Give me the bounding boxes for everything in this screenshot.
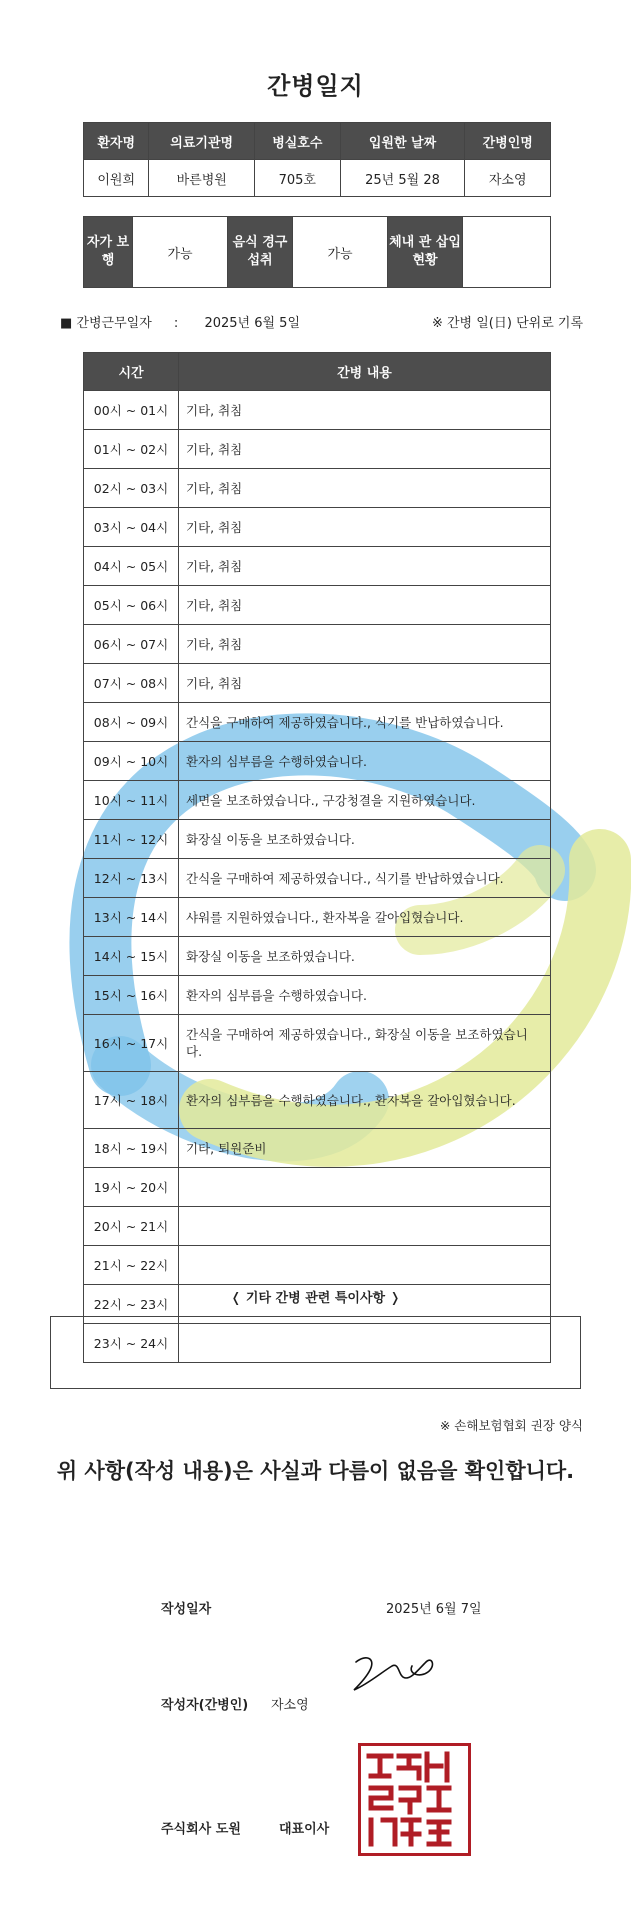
schedule-time: 04시 ~ 05시 [84,547,179,586]
schedule-row [84,1207,551,1246]
schedule-row [84,859,551,898]
schedule-row [84,1072,551,1129]
schedule-row [84,547,551,586]
schedule-time: 07시 ~ 08시 [84,664,179,703]
company-label: 주식회사 도원 [161,1822,241,1837]
catheter-label: 체내 관 삽입 현황 [388,217,463,288]
schedule-content: 기타, 취침 [179,469,551,508]
schedule-row [84,391,551,430]
schedule-content: 환자의 심부름을 수행하였습니다. [179,742,551,781]
schedule-content: 화장실 이동을 보조하였습니다. [179,820,551,859]
company-seal-icon [358,1743,471,1856]
work-date-line [60,312,300,331]
schedule-content: 환자의 심부름을 수행하였습니다. [179,976,551,1015]
signature-icon [348,1648,438,1694]
schedule-time: 05시 ~ 06시 [84,586,179,625]
hospital-name: 바른병원 [149,160,255,197]
schedule-row [84,820,551,859]
header-time: 시간 [84,353,179,391]
patient-info-table [83,122,551,197]
schedule-time: 13시 ~ 14시 [84,898,179,937]
header-content: 간병 내용 [179,353,551,391]
schedule-content: 기타, 취침 [179,586,551,625]
work-date-label: ■ 간병근무일자 [60,316,152,331]
meal-label: 음식 경구 섭취 [228,217,293,288]
schedule-time: 14시 ~ 15시 [84,937,179,976]
schedule-time: 09시 ~ 10시 [84,742,179,781]
meal-value: 가능 [293,217,388,288]
schedule-content: 기타, 취침 [179,625,551,664]
schedule-time: 00시 ~ 01시 [84,391,179,430]
form-source-note: ※ 손해보험협회 권장 양식 [439,1418,583,1433]
schedule-content: 기타, 퇴원준비 [179,1129,551,1168]
schedule-time: 08시 ~ 09시 [84,703,179,742]
schedule-row [84,1246,551,1285]
schedule-content: 기타, 취침 [179,430,551,469]
schedule-row [84,625,551,664]
schedule-content: 간식을 구매하여 제공하였습니다., 식기를 반납하였습니다. [179,859,551,898]
schedule-row [84,976,551,1015]
schedule-row [84,781,551,820]
schedule-row [84,1015,551,1072]
schedule-row [84,469,551,508]
schedule-content: 세면을 보조하였습니다., 구강청결을 지원하였습니다. [179,781,551,820]
schedule-time: 23시 ~ 24시 [84,1324,179,1363]
write-date-value: 2025년 6월 7일 [386,1602,482,1617]
walk-label: 자가 보행 [84,217,133,288]
schedule-content: 간식을 구매하여 제공하였습니다., 식기를 반납하였습니다. [179,703,551,742]
record-unit-note: ※ 간병 일(日) 단위로 기록 [431,316,583,331]
schedule-row [84,664,551,703]
schedule-content: 기타, 취침 [179,391,551,430]
schedule-content: 간식을 구매하여 제공하였습니다., 화장실 이동을 보조하였습니다. [179,1015,551,1072]
schedule-row [84,742,551,781]
schedule-content: 기타, 취침 [179,547,551,586]
writer-label: 작성자(간병인) [161,1698,249,1713]
schedule-time: 22시 ~ 23시 [84,1285,179,1324]
remarks-box [50,1316,581,1389]
remarks-title: ❬ 기타 간병 관련 특이사항 ❭ [230,1291,401,1306]
schedule-content: 기타, 취침 [179,508,551,547]
caregiver-name: 자소영 [465,160,551,197]
schedule-content: 샤워를 지원하였습니다., 환자복을 갈아입혔습니다. [179,898,551,937]
schedule-time: 15시 ~ 16시 [84,976,179,1015]
schedule-row [84,898,551,937]
write-date-label: 작성일자 [161,1602,212,1617]
schedule-time: 06시 ~ 07시 [84,625,179,664]
writer-name: 자소영 [271,1698,309,1713]
schedule-time: 16시 ~ 17시 [84,1015,179,1072]
header-room: 병실호수 [255,123,341,160]
schedule-row [84,508,551,547]
schedule-time: 17시 ~ 18시 [84,1072,179,1129]
header-patient-name: 환자명 [84,123,149,160]
header-caregiver: 간병인명 [465,123,551,160]
work-date-colon: : [173,316,179,331]
schedule-content: 화장실 이동을 보조하였습니다. [179,937,551,976]
page-title: 간병일지 [267,72,364,100]
patient-name: 이원희 [84,160,149,197]
admit-date: 25년 5월 28 [340,160,465,197]
room-number: 705호 [255,160,341,197]
schedule-time: 12시 ~ 13시 [84,859,179,898]
work-date-value: 2025년 6월 5일 [204,316,301,331]
schedule-time: 21시 ~ 22시 [84,1246,179,1285]
schedule-row [84,1168,551,1207]
schedule-time: 01시 ~ 02시 [84,430,179,469]
schedule-row [84,703,551,742]
care-schedule-table [83,352,551,1363]
walk-value: 가능 [133,217,228,288]
ceo-label: 대표이사 [279,1822,330,1837]
schedule-content [179,1246,551,1285]
schedule-time: 19시 ~ 20시 [84,1168,179,1207]
schedule-row [84,430,551,469]
schedule-time: 03시 ~ 04시 [84,508,179,547]
schedule-time: 20시 ~ 21시 [84,1207,179,1246]
catheter-value [463,217,551,288]
schedule-row [84,1129,551,1168]
schedule-content: 기타, 취침 [179,664,551,703]
header-admit-date: 입원한 날짜 [340,123,465,160]
schedule-content [179,1207,551,1246]
schedule-time: 18시 ~ 19시 [84,1129,179,1168]
schedule-row [84,586,551,625]
schedule-time: 11시 ~ 12시 [84,820,179,859]
schedule-content [179,1168,551,1207]
schedule-time: 10시 ~ 11시 [84,781,179,820]
seal-glyphs [361,1746,468,1853]
schedule-content: 환자의 심부름을 수행하였습니다., 환자복을 갈아입혔습니다. [179,1072,551,1129]
schedule-row [84,937,551,976]
confirmation-statement: 위 사항(작성 내용)은 사실과 다름이 없음을 확인합니다. [56,1459,575,1483]
schedule-time: 02시 ~ 03시 [84,469,179,508]
patient-status-table [83,216,551,288]
header-hospital: 의료기관명 [149,123,255,160]
